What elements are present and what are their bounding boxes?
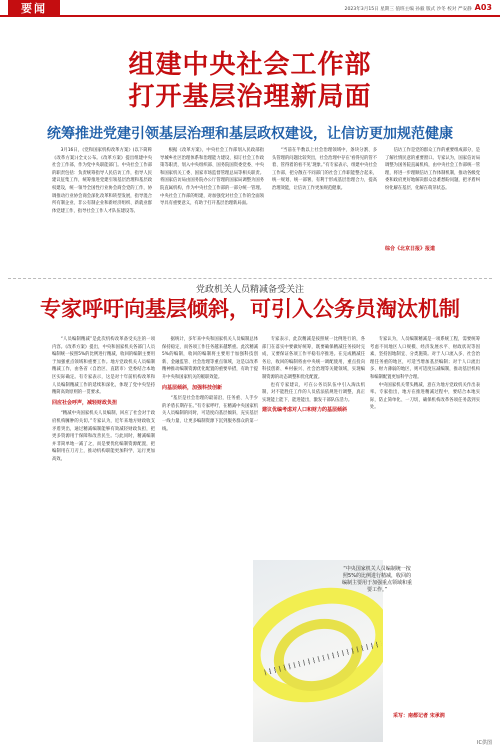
article1-column-1: 3月16日，《党和国家机构改革方案》(以下简称《改革方案》)全文公布。《改革方案》提出组建中央社会工作部，作为党中央职能部门。中央社会工作部的职责包括：负责统筹指导人民信访工作，指导人民建议征集工作，统筹推进党建引领基层治理和基层政权建设，统一领导全国性行业协会商会党的工作，协调推动行业协会商会深化改革和转型发展，指导混合所有制企业、非公有制企业和新经济组织、新就业群体党建工作，指导社会工作人才队伍建设等。 [52,148,152,214]
page-header [0,0,500,17]
article2-column-1: “人员编制精减”是此次机构改革备受关注的一项内容。《改革方案》提出，中央和国家机关各部门人员编制统一按照5%的比例进行精减，收回的编制主要用于加强重点领域和重要工作。地方党政机关人员编制精减工作，由各省（自治区、直辖市）党委结合本地区实际确定。有专家表示，这是对十年前机构改革和人员编制精减工作的延续和深化，体现了党中央坚持精简高效原则的一贯要求。 回应社会呼声，减轻财政负担 “精减中央国家机关人员编制，回应了社会对于政府机构臃肿的关切。”专家认为，近年来地方财政收支矛盾突出，通过精减编制能够有效减轻财政负担，把更多资源用于保障和改善民生。与此同时，精减编制并非简单地一减了之，而是要优化编制资源配置，把编制用在刀刃上，推动机构职能更加科学、运行更加高效。 [52,337,155,462]
article2-column-3: 专家表示，此次精减是按照统一比例进行的，各部门在落实中要做好统筹，既要确保精减任务按时完成，又要保证各项工作平稳有序推进。在完成精减任务后，收回的编制将由中央统一调配使用，重点投向科技创新、乡村振兴、社会治理等关键领域，实现编制资源的动态调整和优化配置。 也有专家建议，可在公务员队伍中引入淘汰机制，对不能胜任工作的人员依法依规进行调整，真正实现能上能下、能进能出，激发干部队伍活力。 建议优编考虑对人口和财力的基层倾斜 [262,337,365,414]
pull-quote: “中央国家机关人员编制统一按照5%的比例进行精减，收回的编制主要用于加强重点领域和重要工作。” [341,566,412,593]
article2-subhead-1: 回应社会呼声，减轻财政负担 [52,399,118,406]
article2-author: 采写：南都记者 宋承润 [393,713,445,719]
section-tag: 要闻 [8,0,60,17]
page-number: A03 [474,3,492,12]
article1-source: 综合《北京日报》报道 [385,246,436,252]
article1-title-line1: 组建中央社会工作部 [128,50,372,80]
article2-subhead-2: 向基层倾斜，加强科技创新 [162,384,223,391]
date-line [345,3,492,12]
article2-title: 专家呼吁向基层倾斜，可引入公务员淘汰机制 [40,296,460,321]
article2-column-4: 专家认为，人员编制精减是一项系统工程，需要统筹考虑不同地区人口规模、经济发展水平、财政状况等因素，坚持因地制宜、分类施策。对于人口流入多、社会治理任务重的地区，可适当增加基层编制；对于人口流出多、财力薄弱的地区，则可适度压减编制，推动基层机构和编制配置更加科学合理。 中央国家机关带头精减，意在为地方党政机关作出表率。专家指出，地方在推进精减过程中，要结合本地实际，防止简单化、一刀切，确保机构改革各项任务落到实处。 [370,337,480,411]
article1-column-4: 信访工作是党的群众工作的重要组成部分，是了解社情民意的重要窗口。专家认为，国家信访局调整为国务院直属机构，由中央社会工作部统一管理，将进一步理顺信访工作体制机制，推动各级党委和政府更好地解决群众急难愁盼问题，把矛盾纠纷化解在基层、化解在萌芽状态。 [385,148,480,191]
article1-column-2: 根据《改革方案》，中央社会工作部划入民政部指导城乡社区治理体系和治理能力建设、拟订社会工作政策等职责，划入中央组织部、国务院国资委党委、中央和国家机关工委、国家市场监督管理总局等相关职责。将国家信访局由国务院办公厅管理的国家局调整为国务院直属机构，作为中央社会工作部的一部分统一管理。中央社会工作部的组建，对加强党对社会工作的全面领导具有重要意义，有助于打开基层治理新局面。 [160,148,264,207]
article1-subtitle: 统筹推进党建引领基层治理和基层政权建设，让信访更加规范健康 [47,126,453,142]
section-divider [8,278,492,279]
article1-title-line2: 打开基层治理新局面 [128,82,372,112]
article2-kicker: 党政机关人员精减备受关注 [195,285,304,295]
issue-info: 2023年3月15日 星期三 值班主编 孙毅 版式 沙冬 校对 严安静 [344,7,472,12]
article2-column-2: 据统计，多年来中央和国家机关人员编制总体保持稳定，而各项工作任务越来越繁重。此次精减5%的编制，收回的编制将主要用于加强科技创新、金融监管、社会治理等重点领域，这是以改革精神推动编制资源优化配置的重要举措，有助于提升中央和国家机关的履职效能。 向基层倾斜，加强科技创新 “基层是社会治理的最前沿，任务重、人手少的矛盾长期存在。”有专家呼吁，在精减中央国家机关人员编制的同时，可适度向基层倾斜，充实基层一线力量，让更多编制资源下沉到服务群众的第一线。 [162,337,258,432]
article1-column-3: “当前在半数以上社会治理领域中，条块分割、多头管理的问题比较突出，社会治理中存在‘看得见的管不着、管得着的看不见’现象。”有专家表示，组建中央社会工作部，把分散在不同部门的社会工作职能整合起来，统一规划、统一部署，有利于形成基层治理合力，提高治理效能，让信访工作更加规范健康。 [272,148,377,191]
article2-subhead-3: 建议优编考虑对人口和财力的基层倾斜 [262,407,348,414]
photo-credit: IC供图 [477,740,492,746]
